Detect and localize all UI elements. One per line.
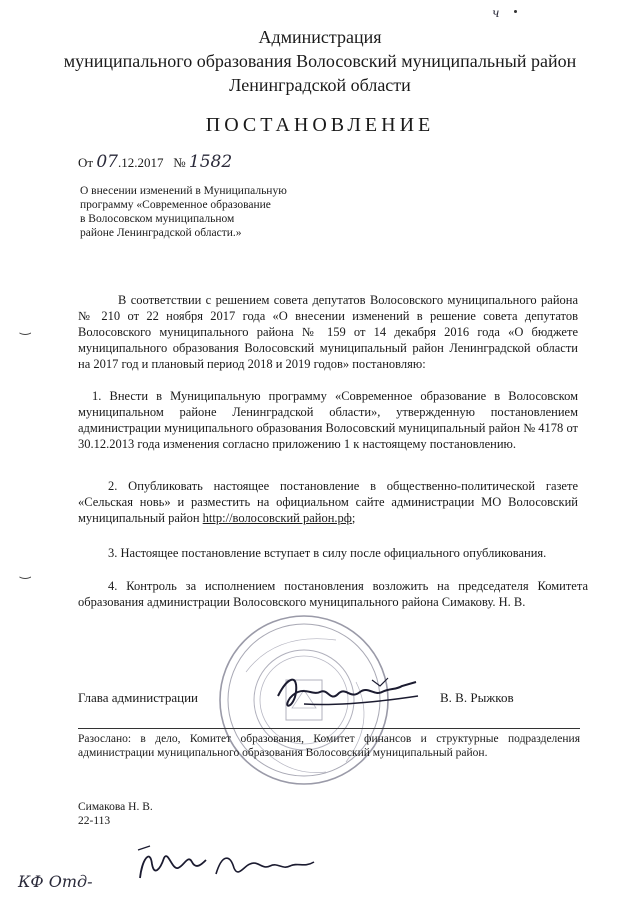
date-prefix: От [78, 155, 94, 170]
executor-name: Симакова Н. В. [78, 801, 153, 813]
handwritten-signature [268, 662, 438, 722]
subject-line: районе Ленинградской области.» [80, 227, 242, 239]
org-name-line3: Ленинградской области [229, 75, 411, 95]
corner-handwritten-mark: ч [492, 6, 500, 20]
handwritten-approval-signature [130, 840, 330, 888]
item-3-paragraph: 3. Настоящее постановление вступает в силу после официального опубликования. [108, 546, 547, 560]
item-2-paragraph [78, 478, 578, 526]
item-4-paragraph: 4. Контроль за исполнением постановления возложить на председателя Комитета образования администрации Волосовского муниципального района Симакову. Н. В. [78, 579, 588, 609]
subject-line: программу «Современное образование [80, 199, 271, 211]
subject-line: в Волосовском муниципальном [80, 213, 235, 225]
separator-rule [78, 728, 580, 729]
document-title: ПОСТАНОВЛЕНИЕ [205, 114, 435, 136]
item-2-text: 2. Опубликовать настоящее постановление в общественно-политической газете «Сельская новь» и разместить на официальном сайте администрации МО Волосовский муниципальный район [78, 479, 578, 525]
org-name-line2: муниципального образования Волосовский муниципальный район [63, 51, 577, 71]
executor-phone: 22-113 [78, 815, 111, 827]
subject-line: О внесении изменений в Муниципальную [80, 185, 287, 197]
subject-block [80, 184, 340, 240]
item-1-paragraph: 1. Внести в Муниципальную программу «Современное образование в Волосовском муниципальном районе Ленинградской области», утвержденную постановлением администрации муниципального образования Волосовский муниципальный район № 4178 от 30.12.2013 года изменения согласно приложению 1 к настоящему постановлению. [78, 389, 578, 451]
corner-dot [514, 10, 517, 13]
signatory-position: Глава администрации [78, 690, 199, 705]
date-day-handwritten: 07 [96, 152, 118, 172]
org-name-line1: Администрация [258, 27, 382, 47]
handwritten-note-bottom-left: КФ Отд- [18, 872, 93, 891]
signatory-name: В. В. Рыжков [440, 690, 514, 705]
number-prefix: № [173, 155, 186, 170]
margin-tick: ‿ [20, 320, 31, 335]
date-number-line [78, 152, 232, 172]
website-link[interactable]: http://волосовский район.рф [202, 511, 352, 525]
preamble-paragraph: В соответствии с решением совета депутатов Волосовского муниципального района № 210 от 22 ноября 2017 года «О внесении изменений в решение совета депутатов Волосовского муниципального района № 159 от 14 декабря 2016 года «О бюджете муниципального образования Волосовский муниципальный район Ленинградской области на 2017 год и плановый период 2018 и 2019 годов» постановляю: [78, 293, 578, 371]
distribution-list: Разослано: в дело, Комитет образования, Комитет финансов и структурные подразделения администрации муниципального образования Волосовский муниципальный район. [78, 733, 580, 759]
date-rest: .12.2017 [117, 155, 164, 170]
margin-tick: ‿ [20, 564, 31, 579]
item-2-end: ; [351, 511, 356, 525]
number-handwritten: 1582 [188, 152, 233, 172]
